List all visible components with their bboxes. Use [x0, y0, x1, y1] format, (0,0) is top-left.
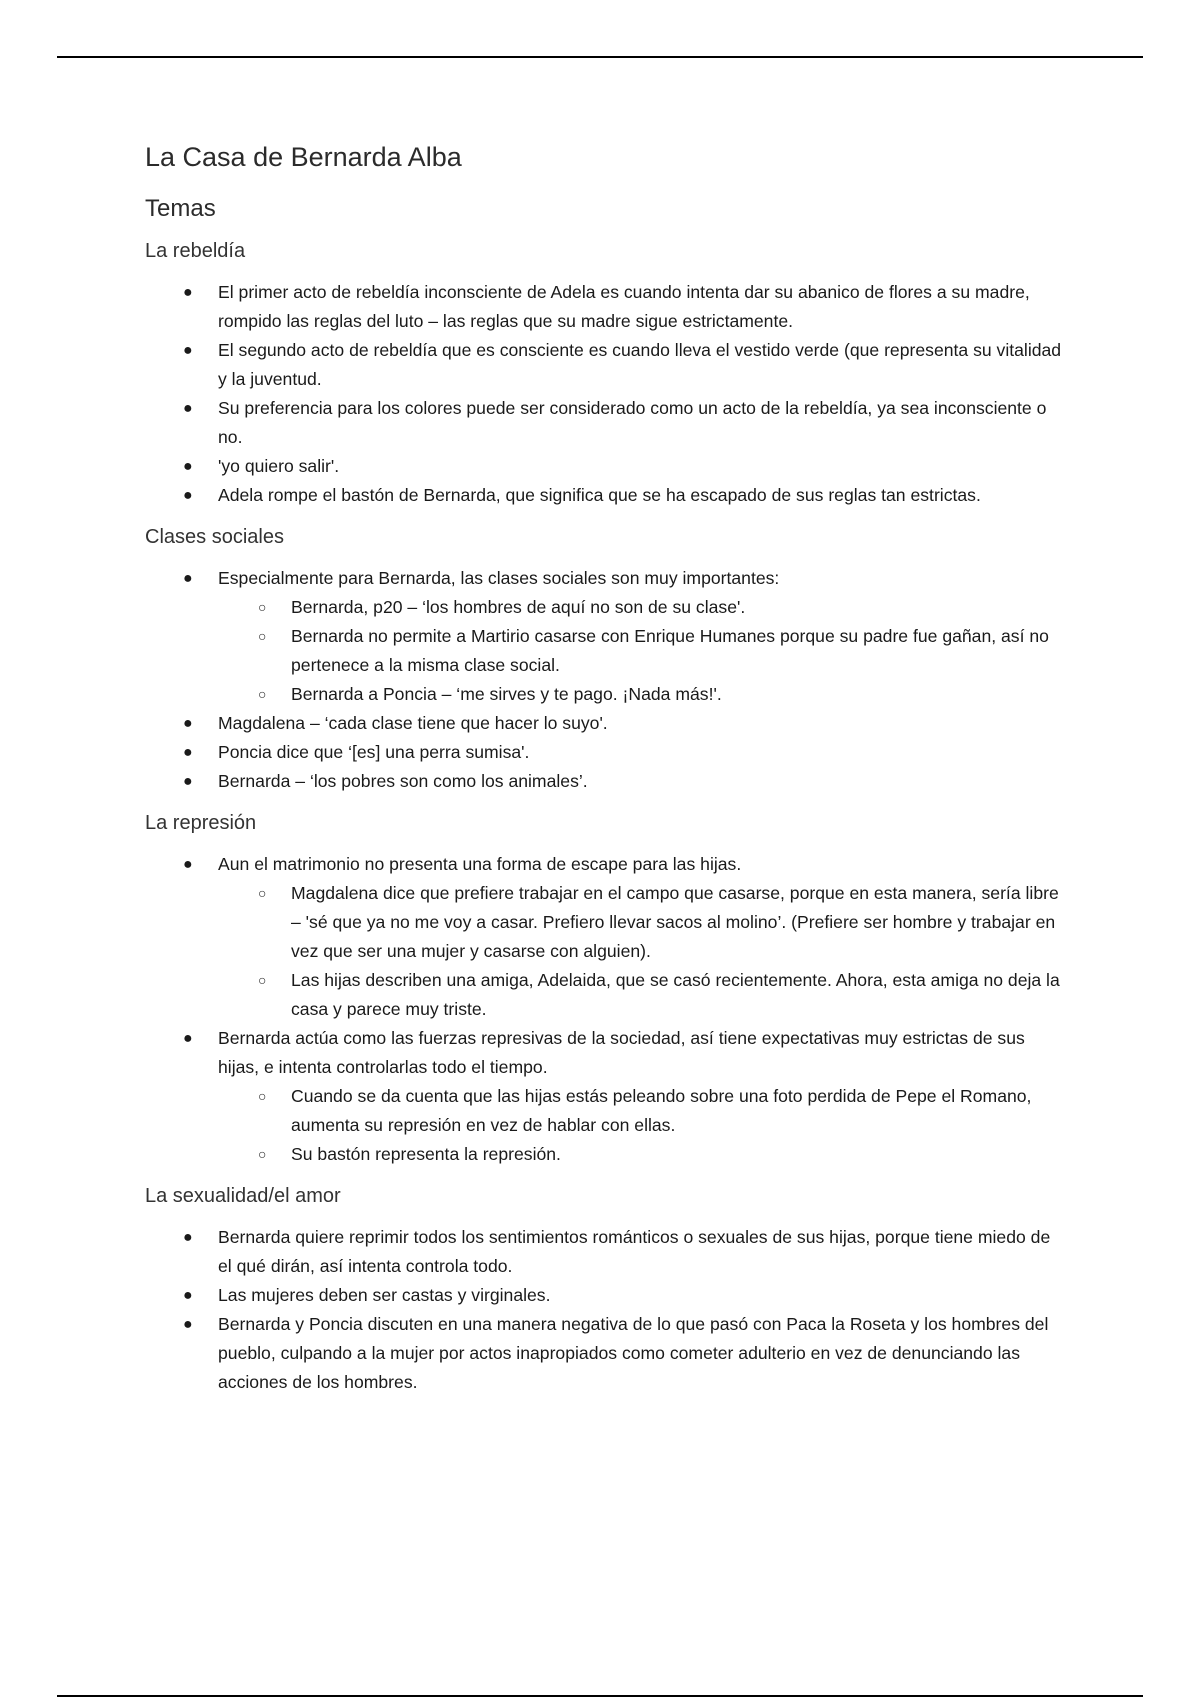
sub-list-item: ○ Cuando se da cuenta que las hijas estás peleando sobre una foto perdida de Pepe el Romano, aumenta su represión en vez de hablar con ellas. [218, 1082, 1065, 1140]
list-item: ● Adela rompe el bastón de Bernarda, que significa que se ha escapado de sus reglas tan estrictas. [145, 481, 1065, 510]
represion-sublist-2 [218, 1082, 1065, 1169]
document-body [145, 140, 1065, 1411]
rebeldia-list [145, 278, 1065, 510]
bullet-icon: ● [183, 1030, 193, 1048]
clases-sublist [218, 593, 1065, 709]
bullet-icon: ● [183, 570, 193, 588]
bullet-icon: ● [183, 1287, 193, 1305]
document-subtitle: Temas [145, 195, 216, 223]
sub-list-item: ○ Magdalena dice que prefiere trabajar en el campo que casarse, porque en esta manera, sería libre – 'sé que ya no me voy a casar. Prefiero llevar sacos al molino’. (Prefiere ser hombre y trabajar en vez que ser una mujer y casarse con alguien). [218, 879, 1065, 966]
bullet-icon: ● [183, 400, 193, 418]
list-item: ● Aun el matrimonio no presenta una forma de escape para las hijas. ○ Magdalena dice que prefiere trabajar en el campo que casarse, porque en esta manera, sería libre – 'sé que ya no me voy a casar. Prefiero llevar sacos al molino’. (Prefiere ser hombre y trabajar en vez que ser una mujer y casarse con alguien). ○ Las hijas describen una amiga, Adelaida, que se casó recientemente. Ahora, esta amiga no deja la casa y parece muy triste. [145, 850, 1065, 1024]
bullet-icon: ● [183, 773, 193, 791]
section-heading-sexualidad: La sexualidad/el amor [145, 1185, 341, 1208]
section-heading-rebeldia: La rebeldía [145, 240, 246, 263]
sub-list-item: ○ Bernarda, p20 – ‘los hombres de aquí no son de su clase'. [218, 593, 1065, 622]
sub-list-item: ○ Su bastón representa la represión. [218, 1140, 1065, 1169]
bullet-icon: ● [183, 1316, 193, 1334]
bullet-icon: ● [183, 715, 193, 733]
circle-bullet-icon: ○ [258, 972, 267, 989]
list-item: ● Las mujeres deben ser castas y virginales. [145, 1281, 1065, 1310]
clases-list [145, 564, 1065, 796]
represion-sublist-1 [218, 879, 1065, 1024]
circle-bullet-icon: ○ [258, 885, 267, 902]
bullet-icon: ● [183, 856, 193, 874]
list-item: ● Bernarda actúa como las fuerzas represivas de la sociedad, así tiene expectativas muy estrictas de sus hijas, e intenta controlarlas todo el tiempo. ○ Cuando se da cuenta que las hijas estás peleando sobre una foto perdida de Pepe el Romano, aumenta su represión en vez de hablar con ellas. ○ Su bastón representa la represión. [145, 1024, 1065, 1169]
represion-list [145, 850, 1065, 1169]
list-item: ● Magdalena – ‘cada clase tiene que hacer lo suyo'. [145, 709, 1065, 738]
bullet-icon: ● [183, 487, 193, 505]
bullet-icon: ● [183, 342, 193, 360]
document-title: La Casa de Bernarda Alba [145, 142, 462, 172]
section-heading-represion: La represión [145, 812, 257, 835]
bullet-icon: ● [183, 284, 193, 302]
sub-list-item: ○ Bernarda no permite a Martirio casarse con Enrique Humanes porque su padre fue gañan, así no pertenece a la misma clase social. [218, 622, 1065, 680]
list-item: ● Su preferencia para los colores puede ser considerado como un acto de la rebeldía, ya sea inconsciente o no. [145, 394, 1065, 452]
list-item: ● Poncia dice que ‘[es] una perra sumisa'. [145, 738, 1065, 767]
list-item: ● Bernarda quiere reprimir todos los sentimientos románticos o sexuales de sus hijas, porque tiene miedo de el qué dirán, así intenta controla todo. [145, 1223, 1065, 1281]
bullet-icon: ● [183, 1229, 193, 1247]
bullet-icon: ● [183, 744, 193, 762]
list-item: ● El primer acto de rebeldía inconsciente de Adela es cuando intenta dar su abanico de flores a su madre, rompido las reglas del luto – las reglas que su madre sigue estrictamente. [145, 278, 1065, 336]
circle-bullet-icon: ○ [258, 599, 267, 616]
list-item: ● Bernarda – ‘los pobres son como los animales’. [145, 767, 1065, 796]
sexualidad-list [145, 1223, 1065, 1397]
circle-bullet-icon: ○ [258, 1088, 267, 1105]
list-item: ● El segundo acto de rebeldía que es consciente es cuando lleva el vestido verde (que representa su vitalidad y la juventud. [145, 336, 1065, 394]
section-heading-clases: Clases sociales [145, 526, 284, 549]
list-item: ● 'yo quiero salir'. [145, 452, 1065, 481]
sub-list-item: ○ Bernarda a Poncia – ‘me sirves y te pago. ¡Nada más!'. [218, 680, 1065, 709]
circle-bullet-icon: ○ [258, 1146, 267, 1163]
bullet-icon: ● [183, 458, 193, 476]
list-item: ● Especialmente para Bernarda, las clases sociales son muy importantes: ○ Bernarda, p20 – ‘los hombres de aquí no son de su clase'. ○ Bernarda no permite a Martirio casarse con Enrique Humanes porque su padre fue gañan, así no pertenece a la misma clase social. ○ Bernarda a Poncia – ‘me sirves y te pago. ¡Nada más!'. [145, 564, 1065, 709]
bottom-rule [57, 1695, 1143, 1697]
list-item: ● Bernarda y Poncia discuten en una manera negativa de lo que pasó con Paca la Roseta y los hombres del pueblo, culpando a la mujer por actos inapropiados como cometer adulterio en vez de denunciando las acciones de los hombres. [145, 1310, 1065, 1397]
circle-bullet-icon: ○ [258, 628, 267, 645]
circle-bullet-icon: ○ [258, 686, 267, 703]
sub-list-item: ○ Las hijas describen una amiga, Adelaida, que se casó recientemente. Ahora, esta amiga no deja la casa y parece muy triste. [218, 966, 1065, 1024]
top-rule [57, 56, 1143, 58]
